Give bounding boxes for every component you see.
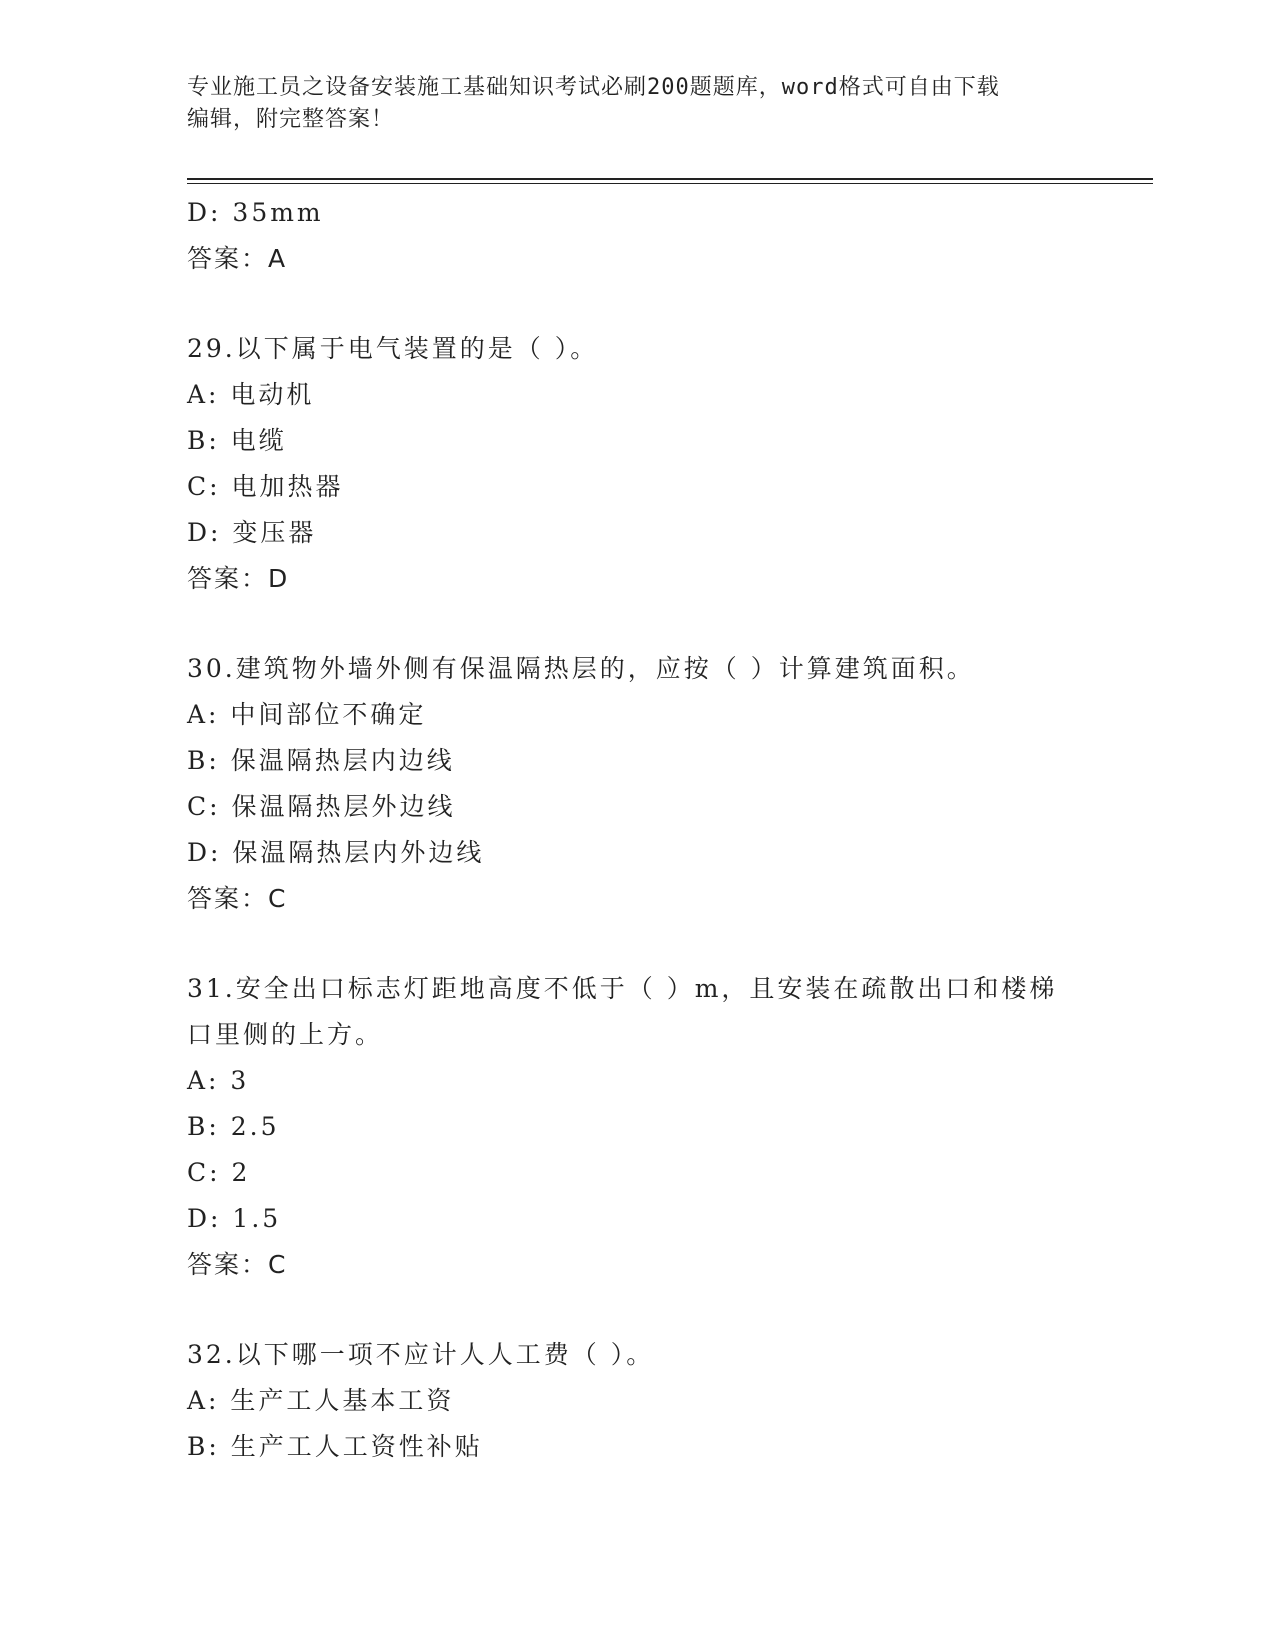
answer-label: 答案：C bbox=[187, 884, 288, 913]
option-b: B: 电缆 bbox=[187, 426, 287, 455]
answer-label: 答案：C bbox=[187, 1250, 288, 1279]
option-b: B: 2.5 bbox=[187, 1112, 280, 1141]
answer-label: 答案：D bbox=[187, 564, 290, 593]
spacer bbox=[187, 282, 1153, 326]
question-29 bbox=[187, 326, 1153, 602]
answer-label: 答案：A bbox=[187, 244, 288, 273]
option-a: A: 3 bbox=[187, 1066, 250, 1095]
question-stem-line-2: 口里侧的上方。 bbox=[187, 1020, 384, 1049]
question-list bbox=[187, 190, 1153, 1470]
option-d: D: 变压器 bbox=[187, 518, 317, 547]
option-c: C: 2 bbox=[187, 1158, 251, 1187]
option-d: D: 1.5 bbox=[187, 1204, 282, 1233]
option-a: A: 电动机 bbox=[187, 380, 315, 409]
question-stem: 29.以下属于电气装置的是（ ）。 bbox=[187, 334, 599, 363]
question-stem-line-1: 31.安全出口标志灯距地高度不低于（ ）m，且安装在疏散出口和楼梯 bbox=[187, 974, 1058, 1003]
option-c: C: 电加热器 bbox=[187, 472, 344, 501]
option-a: A: 生产工人基本工资 bbox=[187, 1386, 455, 1415]
question-28 bbox=[187, 190, 1153, 282]
option-c: C: 保温隔热层外边线 bbox=[187, 792, 456, 821]
question-32 bbox=[187, 1332, 1153, 1470]
option-b: B: 生产工人工资性补贴 bbox=[187, 1432, 483, 1461]
spacer bbox=[187, 602, 1153, 646]
document-header bbox=[187, 72, 1067, 136]
option-a: A: 中间部位不确定 bbox=[187, 700, 427, 729]
option-b: B: 保温隔热层内边线 bbox=[187, 746, 455, 775]
option-d: D: 35mm bbox=[187, 198, 324, 227]
spacer bbox=[187, 1288, 1153, 1332]
header-divider-thin bbox=[187, 183, 1153, 184]
question-31 bbox=[187, 966, 1153, 1288]
header-title-line-2: 编辑，附完整答案！ bbox=[187, 107, 395, 132]
header-divider-thick bbox=[187, 178, 1153, 180]
question-30 bbox=[187, 646, 1153, 922]
header-title-line-1: 专业施工员之设备安装施工基础知识考试必刷200题题库，word格式可自由下载 bbox=[187, 75, 1000, 100]
question-stem: 32.以下哪一项不应计人人工费（ ）。 bbox=[187, 1340, 655, 1369]
spacer bbox=[187, 922, 1153, 966]
question-stem: 30.建筑物外墙外侧有保温隔热层的，应按（ ）计算建筑面积。 bbox=[187, 654, 975, 683]
option-d: D: 保温隔热层内外边线 bbox=[187, 838, 485, 867]
